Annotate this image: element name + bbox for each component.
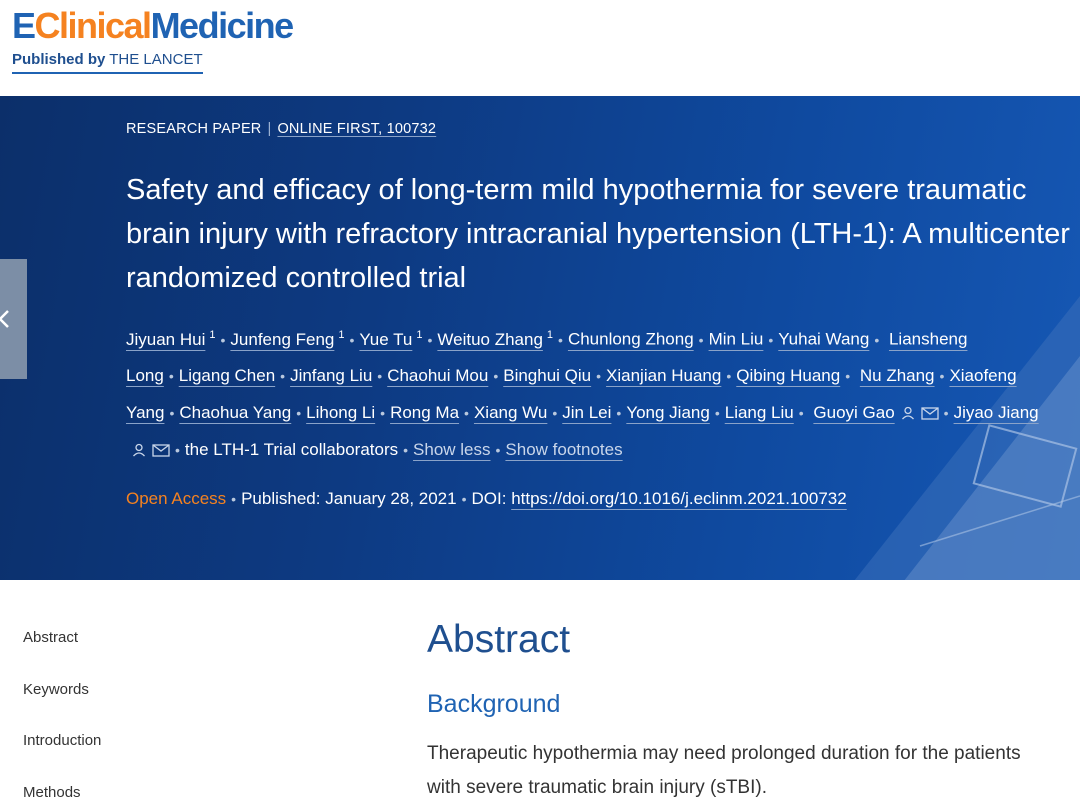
author-link[interactable]: Yuhai Wang xyxy=(778,329,870,349)
article-header xyxy=(0,96,1080,580)
author-link[interactable]: Chaohui Mou xyxy=(387,366,489,386)
author-link[interactable]: Nu Zhang xyxy=(859,366,935,386)
doi-label: DOI: xyxy=(471,489,507,508)
article-title: Safety and efficacy of long-term mild hypothermia for severe traumatic brain injury with refractory intracranial hypertension (LTH-1): A multicenter randomized controlled trial xyxy=(126,174,1070,294)
article-type-breadcrumb xyxy=(126,121,436,137)
abstract-heading: Abstract xyxy=(427,618,571,661)
show-footnotes-link[interactable]: Show footnotes xyxy=(505,439,623,459)
online-first-link[interactable]: ONLINE FIRST, 100732 xyxy=(277,121,437,137)
author-link[interactable]: Liang Liu xyxy=(724,403,794,423)
nav-item-keywords[interactable]: Keywords xyxy=(23,680,89,698)
background-heading: Background xyxy=(427,690,561,718)
author-link[interactable]: Rong Ma xyxy=(390,403,460,423)
author-link[interactable]: Chaohua Yang xyxy=(179,403,292,423)
author-link[interactable]: Jin Lei xyxy=(562,403,612,423)
author-list: Jiyuan Hui $^1$ • Junfeng Feng $^1$ • Yue Tu $^1$ • Weituo Zhang $^1$ • Chunlong Zhong • Min Liu • Yuhai Wang • Liansheng Long • Ligang Chen • Jinfang Liu • Chaohui Mou • Binghui Qiu • Xianjian Huang • Qibing Huang • Nu Zhang • Xiaofeng Yang • Chaohua Yang • Lihong Li • Rong Ma • Xiang Wu • Jin Lei • Yong Jiang • Liang Liu • Guoyi Gao • Jiyao Jiang• the LTH-1 Trial collaborators • Show less • Show footnotes xyxy=(126,329,1039,459)
author-link[interactable]: Jiyuan Hui $^1$ xyxy=(126,329,216,349)
author-link[interactable]: Xiaofeng Yang xyxy=(126,366,1017,423)
author-link[interactable]: Xiang Wu xyxy=(473,403,548,423)
author-link[interactable]: Liansheng Long xyxy=(126,329,968,386)
journal-logo[interactable] xyxy=(12,6,293,94)
background-paragraph: Therapeutic hypothermia may need prolonged duration for the patients with severe traumatic brain injury (sTBI). xyxy=(427,743,1021,798)
author-item xyxy=(230,330,344,349)
published-label: Published: xyxy=(241,489,321,508)
article-meta: Open Access • Published: January 28, 2021 • DOI: https://doi.org/10.1016/j.eclinm.2021.100732 xyxy=(126,489,847,508)
author-link[interactable]: Junfeng Feng $^1$ xyxy=(230,329,345,349)
author-item xyxy=(126,330,216,349)
show-less-link[interactable]: Show less xyxy=(413,439,491,459)
doi-link[interactable]: https://doi.org/10.1016/j.eclinm.2021.100732 xyxy=(511,489,847,508)
mail-icon[interactable] xyxy=(921,407,939,420)
nav-item-introduction[interactable]: Introduction xyxy=(23,732,102,750)
author-link[interactable]: Chunlong Zhong xyxy=(567,329,694,349)
nav-item-methods[interactable]: Methods xyxy=(23,784,81,802)
published-date: January 28, 2021 xyxy=(325,489,457,508)
author-link[interactable]: Yue Tu $^1$ xyxy=(359,329,423,349)
author-link[interactable]: Lihong Li xyxy=(306,403,376,423)
author-link[interactable]: Weituo Zhang $^1$ xyxy=(437,329,554,349)
article-body xyxy=(427,617,1047,805)
author-link[interactable]: Binghui Qiu xyxy=(503,366,592,386)
author-link[interactable]: Yong Jiang xyxy=(626,403,710,423)
author-link[interactable]: Ligang Chen xyxy=(178,366,276,386)
section-nav xyxy=(23,628,101,806)
previous-article-button[interactable] xyxy=(0,259,27,379)
author-item xyxy=(359,330,422,349)
logo-wordmark: EClinicalMedicine xyxy=(12,5,293,46)
collaborators: the LTH-1 Trial collaborators xyxy=(184,439,399,459)
publisher-line: Published by THE LANCET xyxy=(12,51,203,74)
author-item xyxy=(437,330,553,349)
divider: | xyxy=(267,121,272,137)
nav-item-abstract[interactable]: Abstract xyxy=(23,629,79,646)
author-link[interactable]: Guoyi Gao xyxy=(813,403,895,423)
mail-icon[interactable] xyxy=(152,444,170,457)
article-type: RESEARCH PAPER xyxy=(126,121,262,137)
author-link[interactable]: Qibing Huang xyxy=(736,366,841,386)
author-link[interactable]: Jiyao Jiang xyxy=(953,403,1039,423)
author-link[interactable]: Jinfang Liu xyxy=(290,366,373,386)
author-link[interactable]: Xianjian Huang xyxy=(606,366,722,386)
chevron-left-icon xyxy=(0,309,10,329)
person-icon[interactable] xyxy=(132,443,146,457)
person-icon[interactable] xyxy=(901,406,915,420)
open-access-badge: Open Access xyxy=(126,489,227,508)
author-link[interactable]: Min Liu xyxy=(708,329,764,349)
